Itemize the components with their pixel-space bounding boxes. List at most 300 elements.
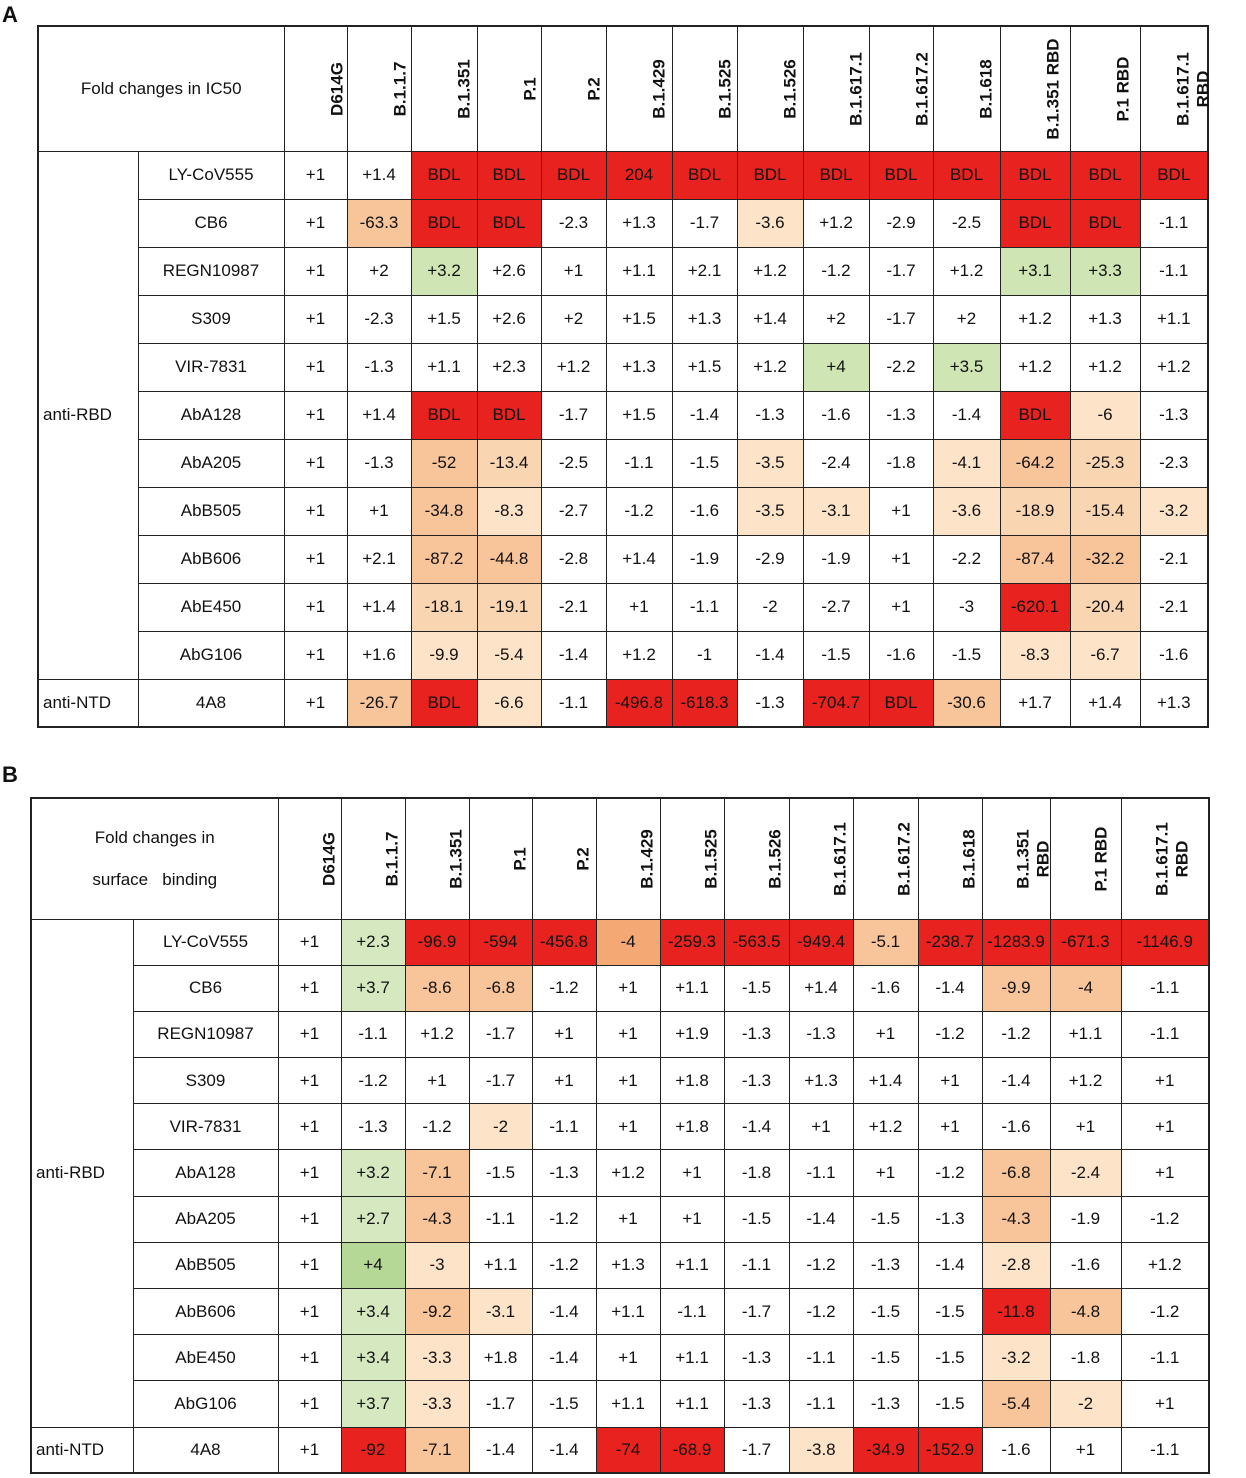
fold-change-cell: -1.7 xyxy=(672,199,737,247)
fold-change-cell: +1 xyxy=(789,1104,853,1150)
fold-change-cell: -1.1 xyxy=(606,439,672,487)
fold-change-cell: -1.2 xyxy=(532,1242,596,1288)
surface-binding-fold-change-table xyxy=(30,797,1210,1474)
column-header-label: B.1.351 RBD xyxy=(1013,828,1052,889)
fold-change-cell: -1.3 xyxy=(1140,391,1208,439)
fold-change-cell: +1 xyxy=(284,679,347,727)
fold-change-cell: -1.1 xyxy=(672,583,737,631)
fold-change-cell: +3.7 xyxy=(341,1381,405,1427)
fold-change-cell: +1 xyxy=(284,247,347,295)
fold-change-cell: -44.8 xyxy=(477,535,541,583)
panel-label-a: A xyxy=(2,2,18,27)
fold-change-cell: +1 xyxy=(278,1011,341,1057)
fold-change-cell: -87.4 xyxy=(1000,535,1070,583)
header-row xyxy=(31,798,1209,919)
fold-change-cell: -1.4 xyxy=(532,1427,596,1473)
fold-change-cell: -20.4 xyxy=(1070,583,1140,631)
table-row xyxy=(31,1150,1209,1196)
fold-change-cell: +1.2 xyxy=(541,343,606,391)
fold-change-cell: -1.3 xyxy=(853,1381,918,1427)
fold-change-cell: -1.5 xyxy=(918,1289,982,1335)
fold-change-cell: +1.1 xyxy=(660,1381,724,1427)
fold-change-cell: +1.2 xyxy=(853,1104,918,1150)
fold-change-cell: -8.3 xyxy=(1000,631,1070,679)
column-header xyxy=(660,798,724,919)
column-header-label: P.2 xyxy=(584,77,603,101)
fold-change-cell: -2.8 xyxy=(541,535,606,583)
column-header-label: B.1.1.7 xyxy=(382,831,401,887)
fold-change-cell: -1.6 xyxy=(982,1104,1050,1150)
fold-change-cell: +1.5 xyxy=(672,343,737,391)
fold-change-cell: -1.6 xyxy=(803,391,869,439)
fold-change-cell: -1.2 xyxy=(1121,1196,1209,1242)
antibody-label: S309 xyxy=(138,295,284,343)
antibody-label: 4A8 xyxy=(133,1427,278,1473)
fold-change-cell: +2 xyxy=(347,247,411,295)
fold-change-cell: -1.5 xyxy=(724,965,789,1011)
fold-change-cell: +1.3 xyxy=(789,1058,853,1104)
fold-change-cell: +2.6 xyxy=(477,247,541,295)
fold-change-cell: +1.2 xyxy=(1050,1058,1121,1104)
column-header-label: B.1.617.2 xyxy=(894,821,913,896)
fold-change-cell: -1.1 xyxy=(724,1242,789,1288)
fold-change-cell: -1.7 xyxy=(724,1427,789,1473)
column-header-label: P.1 xyxy=(520,77,539,101)
antibody-label: AbA128 xyxy=(138,391,284,439)
fold-change-cell: -3.6 xyxy=(737,199,803,247)
fold-change-cell: -2.9 xyxy=(737,535,803,583)
fold-change-cell: -1.6 xyxy=(672,487,737,535)
fold-change-cell: +1 xyxy=(869,487,933,535)
fold-change-cell: -1.6 xyxy=(1050,1242,1121,1288)
fold-change-cell: -1.1 xyxy=(341,1011,405,1057)
fold-change-cell: -1.1 xyxy=(789,1381,853,1427)
fold-change-cell: -1.3 xyxy=(737,679,803,727)
fold-change-cell: -64.2 xyxy=(1000,439,1070,487)
antibody-label: AbG106 xyxy=(138,631,284,679)
fold-change-cell: -3.5 xyxy=(737,439,803,487)
fold-change-cell: +1.5 xyxy=(411,295,477,343)
fold-change-cell: -1.3 xyxy=(918,1196,982,1242)
fold-change-cell: +1.2 xyxy=(1121,1242,1209,1288)
fold-change-cell: -3.3 xyxy=(405,1335,469,1381)
fold-change-cell: +1.5 xyxy=(606,295,672,343)
table-row xyxy=(31,965,1209,1011)
fold-change-cell: +2 xyxy=(803,295,869,343)
fold-change-cell: -1.8 xyxy=(869,439,933,487)
column-header-label: B.1.617.1 RBD xyxy=(1152,821,1191,896)
fold-change-cell: -1.2 xyxy=(532,1196,596,1242)
fold-change-cell: BDL xyxy=(477,151,541,199)
fold-change-cell: -563.5 xyxy=(724,919,789,965)
fold-change-cell: +1 xyxy=(918,1104,982,1150)
column-header-label: P.1 RBD xyxy=(1091,826,1110,892)
fold-change-cell: -1.7 xyxy=(541,391,606,439)
column-header xyxy=(284,26,347,151)
fold-change-cell: -1.2 xyxy=(405,1104,469,1150)
fold-change-cell: +3.2 xyxy=(341,1150,405,1196)
fold-change-cell: -1.3 xyxy=(724,1335,789,1381)
column-header xyxy=(469,798,532,919)
fold-change-cell: -4.1 xyxy=(933,439,1000,487)
antibody-label: AbA205 xyxy=(138,439,284,487)
fold-change-cell: -2.9 xyxy=(869,199,933,247)
fold-change-cell: -3 xyxy=(933,583,1000,631)
column-header xyxy=(405,798,469,919)
table-row xyxy=(38,535,1208,583)
fold-change-cell: +1 xyxy=(869,583,933,631)
fold-change-cell: -1.7 xyxy=(869,247,933,295)
fold-change-cell: -1.6 xyxy=(982,1427,1050,1473)
fold-change-cell: +1.3 xyxy=(672,295,737,343)
fold-change-cell: -2.7 xyxy=(803,583,869,631)
column-header xyxy=(541,26,606,151)
fold-change-cell: +1.7 xyxy=(1000,679,1070,727)
fold-change-cell: -1.1 xyxy=(1140,247,1208,295)
fold-change-cell: +1.2 xyxy=(1070,343,1140,391)
column-header xyxy=(1000,26,1070,151)
fold-change-cell: +1.4 xyxy=(789,965,853,1011)
fold-change-cell: -6.8 xyxy=(982,1150,1050,1196)
fold-change-cell: +1 xyxy=(596,965,660,1011)
table-row xyxy=(31,1011,1209,1057)
fold-change-cell: +1 xyxy=(278,1150,341,1196)
table-row xyxy=(38,295,1208,343)
fold-change-cell: +3.1 xyxy=(1000,247,1070,295)
fold-change-cell: +1.4 xyxy=(1070,679,1140,727)
table-row xyxy=(38,487,1208,535)
fold-change-cell: -87.2 xyxy=(411,535,477,583)
column-header-label: P.2 xyxy=(573,847,592,871)
antibody-label: REGN10987 xyxy=(133,1011,278,1057)
group-label: anti-RBD xyxy=(31,919,133,1427)
column-header xyxy=(803,26,869,151)
fold-change-cell: BDL xyxy=(1070,151,1140,199)
fold-change-cell: +1.2 xyxy=(737,247,803,295)
column-header xyxy=(606,26,672,151)
fold-change-cell: -1.2 xyxy=(789,1242,853,1288)
fold-change-cell: BDL xyxy=(1070,199,1140,247)
fold-change-cell: -1.1 xyxy=(532,1104,596,1150)
column-header xyxy=(341,798,405,919)
fold-change-cell: -1.1 xyxy=(789,1335,853,1381)
fold-change-cell: -1.5 xyxy=(724,1196,789,1242)
fold-change-cell: +1 xyxy=(284,583,347,631)
antibody-label: 4A8 xyxy=(138,679,284,727)
fold-change-cell: +2.3 xyxy=(341,919,405,965)
column-header xyxy=(918,798,982,919)
fold-change-cell: +1.2 xyxy=(803,199,869,247)
fold-change-cell: -1.2 xyxy=(532,965,596,1011)
fold-change-cell: +2.6 xyxy=(477,295,541,343)
fold-change-cell: -1.4 xyxy=(982,1058,1050,1104)
column-header xyxy=(532,798,596,919)
table-row xyxy=(38,439,1208,487)
fold-change-cell: +2.1 xyxy=(672,247,737,295)
fold-change-cell: -1.2 xyxy=(982,1011,1050,1057)
fold-change-cell: -1.7 xyxy=(869,295,933,343)
fold-change-cell: -1.1 xyxy=(1121,965,1209,1011)
table-row xyxy=(31,1335,1209,1381)
fold-change-cell: +3.4 xyxy=(341,1289,405,1335)
fold-change-cell: -30.6 xyxy=(933,679,1000,727)
fold-change-cell: -18.1 xyxy=(411,583,477,631)
fold-change-cell: -34.9 xyxy=(853,1427,918,1473)
fold-change-cell: -3 xyxy=(405,1242,469,1288)
fold-change-cell: +1.4 xyxy=(347,151,411,199)
fold-change-cell: +1 xyxy=(596,1104,660,1150)
fold-change-cell: BDL xyxy=(477,199,541,247)
column-header xyxy=(853,798,918,919)
fold-change-cell: -1.5 xyxy=(918,1381,982,1427)
antibody-label: S309 xyxy=(133,1058,278,1104)
column-header-label: B.1.526 xyxy=(765,828,784,889)
fold-change-cell: -1.3 xyxy=(724,1011,789,1057)
fold-change-cell: -4.3 xyxy=(982,1196,1050,1242)
fold-change-cell: +1 xyxy=(1121,1150,1209,1196)
caption-line-2: surface binding xyxy=(92,869,218,889)
fold-change-cell: +1.1 xyxy=(660,1242,724,1288)
fold-change-cell: -3.3 xyxy=(405,1381,469,1427)
fold-change-cell: -4.8 xyxy=(1050,1289,1121,1335)
fold-change-cell: +2.7 xyxy=(341,1196,405,1242)
antibody-label: AbA205 xyxy=(133,1196,278,1242)
antibody-label: CB6 xyxy=(133,965,278,1011)
column-header-label: B.1.618 xyxy=(959,828,978,889)
fold-change-cell: -8.6 xyxy=(405,965,469,1011)
fold-change-cell: -1.2 xyxy=(918,1011,982,1057)
fold-change-cell: +1 xyxy=(284,439,347,487)
column-header xyxy=(596,798,660,919)
fold-change-cell: -1.7 xyxy=(469,1011,532,1057)
fold-change-cell: -1.5 xyxy=(853,1335,918,1381)
antibody-label: AbA128 xyxy=(133,1150,278,1196)
fold-change-cell: -1.3 xyxy=(532,1150,596,1196)
column-header xyxy=(869,26,933,151)
table-row xyxy=(31,1242,1209,1288)
fold-change-cell: +1 xyxy=(284,535,347,583)
fold-change-cell: -1.4 xyxy=(737,631,803,679)
fold-change-cell: -52 xyxy=(411,439,477,487)
column-header-label: B.1.618 xyxy=(976,58,995,119)
fold-change-cell: +1 xyxy=(284,295,347,343)
fold-change-cell: -1.2 xyxy=(1121,1289,1209,1335)
fold-change-cell: -704.7 xyxy=(803,679,869,727)
fold-change-cell: -1.9 xyxy=(803,535,869,583)
fold-change-cell: -6.7 xyxy=(1070,631,1140,679)
fold-change-cell: -1.3 xyxy=(347,439,411,487)
column-header-label: B.1.617.1 xyxy=(830,821,849,896)
fold-change-cell: +1.2 xyxy=(737,343,803,391)
column-header-label: B.1.351 xyxy=(454,58,473,119)
fold-change-cell: +1.6 xyxy=(347,631,411,679)
column-header xyxy=(1050,798,1121,919)
fold-change-cell: -1.5 xyxy=(853,1289,918,1335)
fold-change-cell: BDL xyxy=(1140,151,1208,199)
fold-change-cell: -11.8 xyxy=(982,1289,1050,1335)
fold-change-cell: +2.3 xyxy=(477,343,541,391)
fold-change-cell: -1.4 xyxy=(933,391,1000,439)
fold-change-cell: BDL xyxy=(672,151,737,199)
table-row xyxy=(38,343,1208,391)
antibody-label: AbB505 xyxy=(138,487,284,535)
fold-change-cell: -13.4 xyxy=(477,439,541,487)
fold-change-cell: -2.3 xyxy=(541,199,606,247)
fold-change-cell: +1 xyxy=(596,1058,660,1104)
fold-change-cell: -1.4 xyxy=(724,1104,789,1150)
fold-change-cell: -9.9 xyxy=(982,965,1050,1011)
fold-change-cell: BDL xyxy=(1000,151,1070,199)
fold-change-cell: -1.5 xyxy=(532,1381,596,1427)
fold-change-cell: +1.1 xyxy=(660,965,724,1011)
fold-change-cell: +1 xyxy=(869,535,933,583)
fold-change-cell: -1.1 xyxy=(1121,1335,1209,1381)
fold-change-cell: -1.9 xyxy=(1050,1196,1121,1242)
fold-change-cell: +1.3 xyxy=(606,199,672,247)
fold-change-cell: -3.8 xyxy=(789,1427,853,1473)
antibody-label: VIR-7831 xyxy=(138,343,284,391)
fold-change-cell: -1.6 xyxy=(869,631,933,679)
fold-change-cell: -2 xyxy=(1050,1381,1121,1427)
fold-change-cell: -152.9 xyxy=(918,1427,982,1473)
fold-change-cell: -2.4 xyxy=(1050,1150,1121,1196)
table-row xyxy=(38,631,1208,679)
column-header xyxy=(737,26,803,151)
fold-change-cell: -26.7 xyxy=(347,679,411,727)
panel-label-b: B xyxy=(2,762,18,787)
table-row xyxy=(38,247,1208,295)
table-caption xyxy=(31,798,278,919)
fold-change-cell: BDL xyxy=(411,679,477,727)
column-header-label: B.1.617.1 RBD xyxy=(1173,51,1212,126)
fold-change-cell: -1.6 xyxy=(853,965,918,1011)
fold-change-cell: -1.4 xyxy=(918,1242,982,1288)
fold-change-cell: +1.4 xyxy=(347,583,411,631)
fold-change-cell: -5.1 xyxy=(853,919,918,965)
fold-change-cell: +1.3 xyxy=(1070,295,1140,343)
fold-change-cell: -32.2 xyxy=(1070,535,1140,583)
fold-change-cell: +1.1 xyxy=(596,1381,660,1427)
fold-change-cell: -1.2 xyxy=(918,1150,982,1196)
fold-change-cell: -6.8 xyxy=(469,965,532,1011)
fold-change-cell: -8.3 xyxy=(477,487,541,535)
group-label: anti-NTD xyxy=(31,1427,133,1473)
fold-change-cell: +1 xyxy=(918,1058,982,1104)
table-row xyxy=(31,1381,1209,1427)
fold-change-cell: -1.1 xyxy=(789,1150,853,1196)
fold-change-cell: -1.3 xyxy=(737,391,803,439)
fold-change-cell: +1.8 xyxy=(469,1335,532,1381)
fold-change-cell: BDL xyxy=(411,391,477,439)
column-header-label: B.1.617.2 xyxy=(912,51,931,126)
fold-change-cell: -1.8 xyxy=(724,1150,789,1196)
fold-change-cell: -1.3 xyxy=(853,1242,918,1288)
fold-change-cell: -34.8 xyxy=(411,487,477,535)
fold-change-cell: -1.4 xyxy=(469,1427,532,1473)
table-row xyxy=(31,1104,1209,1150)
header-row xyxy=(38,26,1208,151)
fold-change-cell: +1.3 xyxy=(606,343,672,391)
fold-change-cell: BDL xyxy=(1000,391,1070,439)
fold-change-cell: -4 xyxy=(596,919,660,965)
fold-change-cell: -2.4 xyxy=(803,439,869,487)
fold-change-cell: -2.7 xyxy=(541,487,606,535)
fold-change-cell: -618.3 xyxy=(672,679,737,727)
fold-change-cell: -96.9 xyxy=(405,919,469,965)
column-header-label: B.1.525 xyxy=(701,828,720,889)
fold-change-cell: -3.2 xyxy=(1140,487,1208,535)
column-header xyxy=(1121,798,1209,919)
fold-change-cell: +1 xyxy=(1050,1427,1121,1473)
fold-change-cell: +1.4 xyxy=(606,535,672,583)
fold-change-cell: -1.3 xyxy=(789,1011,853,1057)
column-header xyxy=(933,26,1000,151)
table-row xyxy=(38,151,1208,199)
fold-change-cell: -6 xyxy=(1070,391,1140,439)
fold-change-cell: +1 xyxy=(1121,1058,1209,1104)
column-header-label: B.1.1.7 xyxy=(390,61,409,117)
fold-change-cell: -1.5 xyxy=(803,631,869,679)
antibody-label: AbE450 xyxy=(133,1335,278,1381)
column-header-label: P.1 xyxy=(510,847,529,871)
fold-change-cell: -1.3 xyxy=(341,1104,405,1150)
fold-change-cell: +1.2 xyxy=(606,631,672,679)
fold-change-cell: +1.2 xyxy=(596,1150,660,1196)
fold-change-cell: -2.2 xyxy=(933,535,1000,583)
caption-line-1: Fold changes in xyxy=(94,827,215,847)
fold-change-cell: +1 xyxy=(853,1011,918,1057)
fold-change-cell: +1 xyxy=(278,1335,341,1381)
fold-change-cell: -238.7 xyxy=(918,919,982,965)
group-label: anti-RBD xyxy=(38,151,138,679)
fold-change-cell: +1 xyxy=(284,343,347,391)
fold-change-cell: -7.1 xyxy=(405,1427,469,1473)
fold-change-cell: -1.3 xyxy=(869,391,933,439)
fold-change-cell: +4 xyxy=(341,1242,405,1288)
fold-change-cell: -1.7 xyxy=(724,1289,789,1335)
table-row xyxy=(31,1196,1209,1242)
antibody-label: AbG106 xyxy=(133,1381,278,1427)
fold-change-cell: -2.8 xyxy=(982,1242,1050,1288)
table-row xyxy=(31,919,1209,965)
fold-change-cell: -2 xyxy=(737,583,803,631)
fold-change-cell: +1.4 xyxy=(737,295,803,343)
fold-change-cell: +3.3 xyxy=(1070,247,1140,295)
fold-change-cell: +1.1 xyxy=(1050,1011,1121,1057)
fold-change-cell: -18.9 xyxy=(1000,487,1070,535)
fold-change-cell: +1.2 xyxy=(405,1011,469,1057)
fold-change-cell: +1.4 xyxy=(347,391,411,439)
antibody-label: REGN10987 xyxy=(138,247,284,295)
table-row xyxy=(38,583,1208,631)
fold-change-cell: -3.1 xyxy=(803,487,869,535)
fold-change-cell: -7.1 xyxy=(405,1150,469,1196)
column-header-label: B.1.617.1 xyxy=(846,51,865,126)
fold-change-cell: +1.2 xyxy=(933,247,1000,295)
fold-change-cell: +2 xyxy=(541,295,606,343)
column-header-label: P.1 RBD xyxy=(1113,56,1132,122)
fold-change-cell: +1 xyxy=(284,199,347,247)
fold-change-cell: -1.1 xyxy=(1121,1011,1209,1057)
fold-change-cell: BDL xyxy=(541,151,606,199)
fold-change-cell: -4.3 xyxy=(405,1196,469,1242)
column-header xyxy=(347,26,411,151)
fold-change-cell: +1 xyxy=(596,1011,660,1057)
fold-change-cell: +2 xyxy=(933,295,1000,343)
fold-change-cell: +1.3 xyxy=(596,1242,660,1288)
fold-change-cell: -1.2 xyxy=(606,487,672,535)
fold-change-cell: -2.2 xyxy=(869,343,933,391)
